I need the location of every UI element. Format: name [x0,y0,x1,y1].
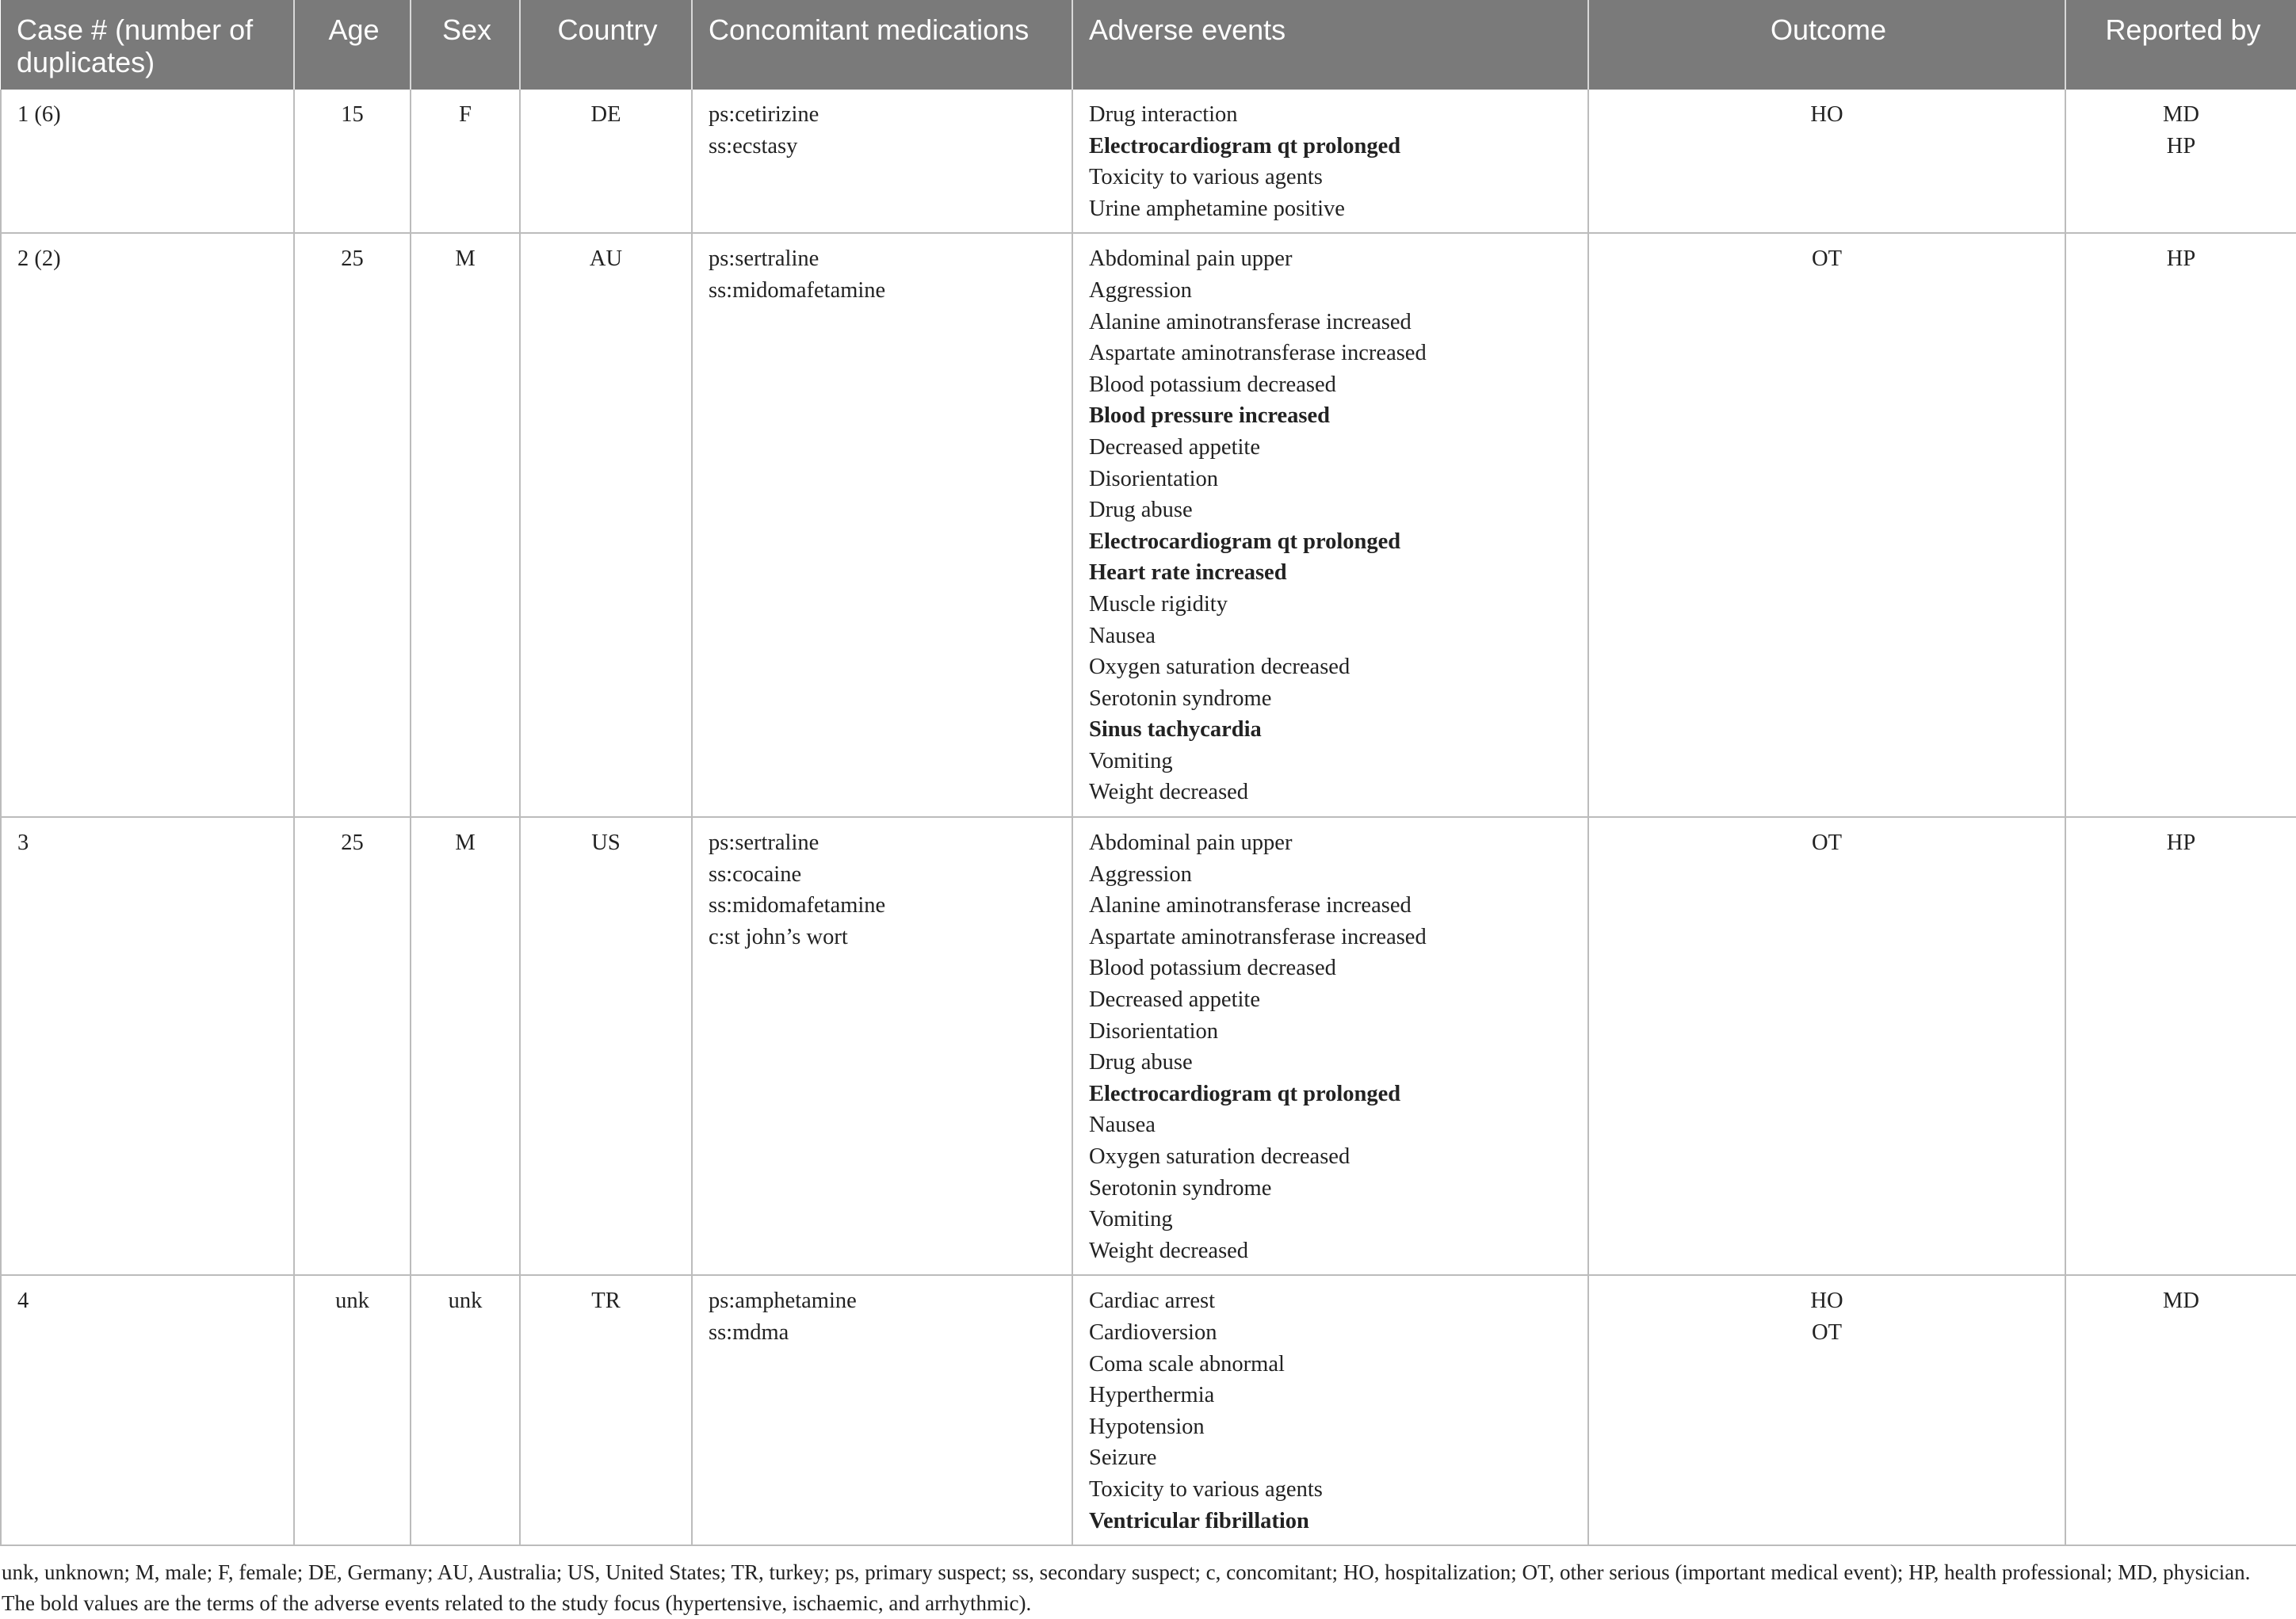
cell-outcome [1588,90,2065,233]
cell-adverse-events [1072,233,1588,817]
adverse-event-item: Serotonin syndrome [1089,1175,1272,1201]
adverse-event-item: Weight decreased [1089,1238,1249,1263]
footnote-bold-values: The bold values are the terms of the adverse events related to the study focus (hypertensive, ischaemic, and arrhythmic). [2,1591,1032,1616]
table-row [1,817,2296,1275]
adverse-event-item: Blood pressure increased [1089,403,1331,429]
cell-country: US [520,817,692,1275]
table-row [1,1275,2296,1545]
header-outcome: Outcome [1588,0,2065,90]
cell-country: AU [520,233,692,817]
reporter-item: HP [2166,133,2196,158]
header-row [1,0,2296,90]
cell-medications [692,233,1072,817]
outcome-item: HO [1810,102,1843,127]
adverse-event-item: Electrocardiogram qt prolonged [1089,529,1401,554]
adverse-event-item: Cardioversion [1089,1319,1217,1345]
cell-age: unk [294,1275,411,1545]
cell-reported-by [2065,233,2296,817]
cell-reported-by [2065,817,2296,1275]
cell-age: 15 [294,90,411,233]
adverse-event-item: Blood potassium decreased [1089,372,1336,397]
header-adverse-events: Adverse events [1072,0,1588,90]
cell-sex: M [411,233,520,817]
adverse-event-item: Oxygen saturation decreased [1089,1144,1350,1169]
cell-country: DE [520,90,692,233]
cell-sex: M [411,817,520,1275]
cell-medications [692,90,1072,233]
adverse-event-item: Seizure [1089,1445,1157,1471]
adverse-event-item: Sinus tachycardia [1089,717,1262,743]
adverse-event-item: Abdominal pain upper [1089,246,1293,272]
adverse-event-item: Oxygen saturation decreased [1089,655,1350,680]
adverse-event-item: Cardiac arrest [1089,1289,1216,1314]
adverse-event-item: Electrocardiogram qt prolonged [1089,1081,1401,1106]
adverse-event-item: Drug abuse [1089,498,1193,523]
adverse-event-item: Weight decreased [1089,780,1249,805]
adverse-event-item: Ventricular fibrillation [1089,1508,1309,1533]
adverse-event-item: Muscle rigidity [1089,591,1228,617]
adverse-event-item: Disorientation [1089,466,1219,491]
outcome-item: OT [1812,246,1842,272]
adverse-event-item: Toxicity to various agents [1089,1476,1323,1502]
adverse-event-item: Hyperthermia [1089,1383,1215,1408]
cell-adverse-events [1072,817,1588,1275]
adverse-event-item: Heart rate increased [1089,560,1287,586]
adverse-event-item: Drug abuse [1089,1050,1193,1075]
cell-sex: F [411,90,520,233]
cell-medications [692,817,1072,1275]
cell-age: 25 [294,233,411,817]
reporter-item: MD [2163,1289,2199,1314]
adverse-event-item: Disorientation [1089,1018,1219,1044]
medication-item: ps:sertraline [709,246,819,272]
header-case: Case # (number of duplicates) [1,0,294,90]
adverse-event-item: Drug interaction [1089,102,1238,127]
header-reported-by: Reported by [2065,0,2296,90]
table-footnotes [0,1546,2296,1619]
adverse-event-item: Urine amphetamine positive [1089,196,1345,221]
adverse-event-item: Nausea [1089,623,1156,648]
table-row [1,233,2296,817]
adverse-event-item: Decreased appetite [1089,434,1260,460]
cell-sex: unk [411,1275,520,1545]
table-row [1,90,2296,233]
header-age: Age [294,0,411,90]
medication-item: ps:sertraline [709,831,819,856]
cell-country: TR [520,1275,692,1545]
cell-case: 1 (6) [1,90,294,233]
adverse-event-item: Aspartate aminotransferase increased [1089,341,1427,366]
table-body [1,90,2296,1545]
cell-case: 4 [1,1275,294,1545]
header-sex: Sex [411,0,520,90]
cell-case: 3 [1,817,294,1275]
header-country: Country [520,0,692,90]
adverse-event-item: Toxicity to various agents [1089,165,1323,190]
medication-item: c:st john’s wort [709,924,848,949]
outcome-item: OT [1812,831,1842,856]
cell-outcome [1588,817,2065,1275]
cell-adverse-events [1072,90,1588,233]
footnote-abbreviations: unk, unknown; M, male; F, female; DE, Germany; AU, Australia; US, United States; TR, turkey; ps, primary suspect; ss, secondary suspect; c, concomitant; HO, hospitalization; OT, other serious (important medical event); HP, health professional; MD, physician. [2,1560,2251,1585]
adverse-event-item: Decreased appetite [1089,987,1260,1013]
medication-item: ps:cetirizine [709,102,819,127]
adverse-event-item: Blood potassium decreased [1089,956,1336,981]
cell-adverse-events [1072,1275,1588,1545]
reporter-item: MD [2163,102,2199,127]
adverse-event-item: Vomiting [1089,748,1173,773]
medication-item: ss:cocaine [709,861,802,887]
adverse-event-item: Coma scale abnormal [1089,1351,1285,1377]
cell-age: 25 [294,817,411,1275]
cell-reported-by [2065,90,2296,233]
cell-reported-by [2065,1275,2296,1545]
outcome-item: HO [1810,1289,1843,1314]
medication-item: ss:ecstasy [709,133,798,158]
adverse-event-item: Alanine aminotransferase increased [1089,309,1412,334]
adverse-event-item: Abdominal pain upper [1089,831,1293,856]
adverse-event-item: Aspartate aminotransferase increased [1089,924,1427,949]
header-medications: Concomitant medications [692,0,1072,90]
reporter-item: HP [2166,831,2196,856]
outcome-item: OT [1812,1319,1842,1345]
adverse-event-item: Nausea [1089,1113,1156,1138]
cell-medications [692,1275,1072,1545]
medication-item: ss:midomafetamine [709,893,886,918]
adverse-event-item: Aggression [1089,861,1192,887]
adverse-event-item: Vomiting [1089,1207,1173,1232]
cell-case: 2 (2) [1,233,294,817]
reporter-item: HP [2166,246,2196,272]
cell-outcome [1588,1275,2065,1545]
adverse-event-item: Hypotension [1089,1414,1205,1439]
adverse-event-item: Aggression [1089,277,1192,303]
adverse-event-item: Electrocardiogram qt prolonged [1089,133,1401,158]
medication-item: ss:mdma [709,1319,789,1345]
medication-item: ps:amphetamine [709,1289,857,1314]
adverse-event-item: Serotonin syndrome [1089,685,1272,711]
medication-item: ss:midomafetamine [709,277,886,303]
adverse-event-item: Alanine aminotransferase increased [1089,893,1412,918]
cell-outcome [1588,233,2065,817]
